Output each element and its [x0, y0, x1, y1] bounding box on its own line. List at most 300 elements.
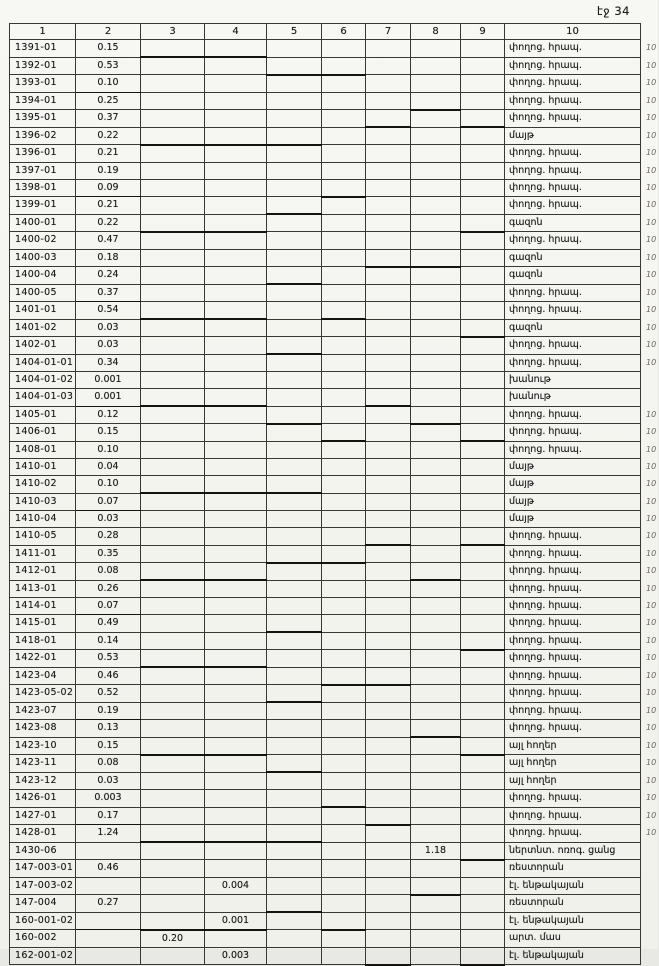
- margin-mark: 10: [646, 287, 657, 297]
- value-cell: [461, 615, 505, 633]
- value-cell: [205, 389, 267, 407]
- value-cell: [205, 406, 267, 424]
- value-cell: [411, 424, 461, 442]
- value-cell: [366, 92, 411, 110]
- table-row: [10, 790, 659, 808]
- land-use-cell: գազոն: [505, 319, 641, 337]
- margin-mark: [641, 877, 659, 895]
- land-use-cell: փողոց. հրապ.: [505, 40, 641, 58]
- margin-mark: 10: [646, 409, 657, 419]
- column-header: 4: [205, 24, 267, 40]
- value-cell: 0.03: [76, 772, 141, 790]
- table-row: [10, 214, 659, 232]
- value-cell: 0.03: [76, 511, 141, 528]
- value-cell: [366, 302, 411, 320]
- value-cell: [267, 580, 322, 598]
- margin-mark: 10: [646, 548, 657, 558]
- margin-mark: 10: [646, 322, 657, 332]
- table-row: [10, 632, 659, 650]
- value-cell: [141, 685, 205, 703]
- value-cell: [141, 267, 205, 285]
- value-cell: [205, 302, 267, 320]
- value-cell: 0.15: [76, 40, 141, 58]
- land-use-cell: փողոց. հրապ.: [505, 580, 641, 598]
- value-cell: [267, 476, 322, 494]
- parcel-code-cell: 1423-12: [10, 772, 76, 790]
- value-cell: 1.18: [411, 842, 461, 860]
- table-row: [10, 650, 659, 668]
- table-body: [10, 40, 659, 965]
- parcel-code-cell: 160-002: [10, 930, 76, 948]
- table-row: [10, 354, 659, 372]
- value-cell: [366, 249, 411, 267]
- value-cell: [141, 895, 205, 913]
- value-cell: [205, 249, 267, 267]
- value-cell: [366, 511, 411, 528]
- margin-mark: 10: [646, 705, 657, 715]
- land-use-cell: էլ. ենթակայան: [505, 877, 641, 895]
- margin-mark: 10: [646, 810, 657, 820]
- value-cell: [411, 319, 461, 337]
- table-row: [10, 249, 659, 267]
- value-cell: [411, 930, 461, 948]
- value-cell: [461, 110, 505, 128]
- value-cell: [322, 57, 366, 75]
- value-cell: [205, 110, 267, 128]
- value-cell: [322, 354, 366, 372]
- value-cell: [366, 702, 411, 720]
- parcel-code-cell: 1400-03: [10, 249, 76, 267]
- value-cell: [141, 476, 205, 494]
- land-use-cell: գազոն: [505, 249, 641, 267]
- land-use-cell: փողոց. հրապ.: [505, 528, 641, 546]
- value-cell: [411, 441, 461, 459]
- value-cell: [411, 162, 461, 179]
- land-use-cell: փողոց. հրապ.: [505, 75, 641, 93]
- parcel-code-cell: 1412-01: [10, 563, 76, 581]
- value-cell: [205, 930, 267, 948]
- value-cell: 0.53: [76, 57, 141, 75]
- value-cell: [461, 947, 505, 965]
- value-cell: [461, 284, 505, 302]
- table-row: [10, 912, 659, 930]
- value-cell: [141, 354, 205, 372]
- table-row: [10, 493, 659, 511]
- parcel-code-cell: 1396-01: [10, 145, 76, 163]
- column-header: 5: [267, 24, 322, 40]
- value-cell: 0.003: [76, 790, 141, 808]
- value-cell: [267, 110, 322, 128]
- value-cell: [366, 807, 411, 825]
- value-cell: [461, 127, 505, 145]
- value-cell: [267, 197, 322, 215]
- value-cell: 0.001: [76, 372, 141, 389]
- value-cell: [205, 459, 267, 476]
- value-cell: 0.001: [76, 389, 141, 407]
- value-cell: [205, 860, 267, 878]
- value-cell: [267, 232, 322, 250]
- value-cell: [366, 860, 411, 878]
- value-cell: [461, 476, 505, 494]
- table-row: [10, 424, 659, 442]
- value-cell: [205, 685, 267, 703]
- land-use-cell: փողոց. հրապ.: [505, 197, 641, 215]
- value-cell: [267, 563, 322, 581]
- value-cell: [461, 424, 505, 442]
- table-row: [10, 930, 659, 948]
- value-cell: [267, 895, 322, 913]
- land-use-cell: փողոց. հրապ.: [505, 110, 641, 128]
- table-row: [10, 877, 659, 895]
- value-cell: [322, 545, 366, 563]
- value-cell: [366, 563, 411, 581]
- land-use-cell: մայթ: [505, 459, 641, 476]
- value-cell: [411, 75, 461, 93]
- value-cell: [411, 127, 461, 145]
- value-cell: [366, 842, 411, 860]
- table-row: [10, 179, 659, 197]
- value-cell: [141, 807, 205, 825]
- value-cell: [411, 197, 461, 215]
- value-cell: [205, 632, 267, 650]
- value-cell: [322, 755, 366, 773]
- table-row: [10, 615, 659, 633]
- parcel-code-cell: 1423-08: [10, 720, 76, 738]
- land-use-cell: մայթ: [505, 511, 641, 528]
- parcel-code-cell: 1423-11: [10, 755, 76, 773]
- table-row: [10, 842, 659, 860]
- value-cell: [366, 528, 411, 546]
- value-cell: [322, 197, 366, 215]
- value-cell: [267, 772, 322, 790]
- value-cell: [366, 685, 411, 703]
- value-cell: [461, 75, 505, 93]
- value-cell: 0.07: [76, 598, 141, 615]
- value-cell: 0.07: [76, 493, 141, 511]
- value-cell: [205, 528, 267, 546]
- value-cell: [141, 441, 205, 459]
- parcel-code-cell: 1415-01: [10, 615, 76, 633]
- land-use-cell: փողոց. հրապ.: [505, 232, 641, 250]
- value-cell: [322, 110, 366, 128]
- value-cell: [366, 354, 411, 372]
- margin-mark: 10: [646, 95, 657, 105]
- value-cell: 0.25: [76, 92, 141, 110]
- value-cell: [322, 127, 366, 145]
- table-row: [10, 563, 659, 581]
- value-cell: [366, 947, 411, 965]
- margin-mark: 10: [646, 270, 657, 280]
- margin-mark: 10: [646, 462, 657, 471]
- value-cell: [141, 249, 205, 267]
- value-cell: [141, 179, 205, 197]
- table-row: [10, 110, 659, 128]
- value-cell: [366, 650, 411, 668]
- table-row: [10, 75, 659, 93]
- value-cell: [141, 650, 205, 668]
- value-cell: [322, 319, 366, 337]
- value-cell: [205, 145, 267, 163]
- value-cell: [322, 877, 366, 895]
- value-cell: [141, 284, 205, 302]
- land-use-cell: այլ հողեր: [505, 772, 641, 790]
- parcel-table: [9, 23, 659, 966]
- land-use-cell: ռեստորան: [505, 895, 641, 913]
- value-cell: [141, 145, 205, 163]
- margin-mark: 10: [646, 235, 657, 245]
- value-cell: [411, 755, 461, 773]
- value-cell: [205, 424, 267, 442]
- value-cell: [322, 232, 366, 250]
- value-cell: [141, 912, 205, 930]
- value-cell: 0.08: [76, 755, 141, 773]
- parcel-code-cell: 147-003-01: [10, 860, 76, 878]
- parcel-code-cell: 1395-01: [10, 110, 76, 128]
- value-cell: 0.004: [205, 877, 267, 895]
- value-cell: [267, 424, 322, 442]
- land-use-cell: փողոց. հրապ.: [505, 790, 641, 808]
- value-cell: [322, 75, 366, 93]
- parcel-code-cell: 1423-10: [10, 737, 76, 755]
- value-cell: [366, 895, 411, 913]
- value-cell: [205, 127, 267, 145]
- value-cell: [366, 930, 411, 948]
- value-cell: [411, 372, 461, 389]
- value-cell: [205, 807, 267, 825]
- value-cell: [267, 162, 322, 179]
- table-row: [10, 197, 659, 215]
- value-cell: [205, 755, 267, 773]
- value-cell: [366, 772, 411, 790]
- value-cell: [76, 947, 141, 965]
- margin-mark: 10: [646, 60, 657, 70]
- table-row: [10, 702, 659, 720]
- parcel-code-cell: 1400-02: [10, 232, 76, 250]
- parcel-code-cell: 1396-02: [10, 127, 76, 145]
- land-use-cell: արտ. մաս: [505, 930, 641, 948]
- value-cell: [141, 110, 205, 128]
- value-cell: 0.28: [76, 528, 141, 546]
- value-cell: [205, 842, 267, 860]
- parcel-code-cell: 1423-05-02: [10, 685, 76, 703]
- value-cell: 0.46: [76, 667, 141, 685]
- land-use-cell: փողոց. հրապ.: [505, 825, 641, 843]
- value-cell: [267, 685, 322, 703]
- land-use-cell: փողոց. հրապ.: [505, 284, 641, 302]
- land-use-cell: փողոց. հրապ.: [505, 702, 641, 720]
- value-cell: [322, 650, 366, 668]
- value-cell: [461, 772, 505, 790]
- table-row: [10, 598, 659, 615]
- value-cell: [322, 406, 366, 424]
- parcel-code-cell: 1430-06: [10, 842, 76, 860]
- parcel-code-cell: 1414-01: [10, 598, 76, 615]
- parcel-code-cell: 1410-02: [10, 476, 76, 494]
- margin-mark: 10: [646, 479, 657, 489]
- value-cell: 0.18: [76, 249, 141, 267]
- value-cell: [267, 877, 322, 895]
- value-cell: 0.24: [76, 267, 141, 285]
- margin-mark: 10: [646, 182, 657, 192]
- value-cell: [322, 337, 366, 355]
- margin-mark: [641, 372, 659, 389]
- land-use-cell: փողոց. հրապ.: [505, 685, 641, 703]
- value-cell: [411, 406, 461, 424]
- value-cell: [205, 702, 267, 720]
- value-cell: [205, 162, 267, 179]
- column-header: 2: [76, 24, 141, 40]
- value-cell: [322, 424, 366, 442]
- value-cell: [322, 563, 366, 581]
- value-cell: [267, 284, 322, 302]
- value-cell: [366, 162, 411, 179]
- value-cell: [322, 179, 366, 197]
- value-cell: 1.24: [76, 825, 141, 843]
- margin-mark: 10: [646, 583, 657, 593]
- value-cell: [461, 57, 505, 75]
- parcel-code-cell: 1391-01: [10, 40, 76, 58]
- value-cell: [205, 825, 267, 843]
- value-cell: [322, 249, 366, 267]
- value-cell: [461, 214, 505, 232]
- margin-mark: 10: [646, 618, 657, 628]
- parcel-code-cell: 1394-01: [10, 92, 76, 110]
- value-cell: [461, 598, 505, 615]
- parcel-code-cell: 1400-04: [10, 267, 76, 285]
- value-cell: [322, 685, 366, 703]
- value-cell: [366, 912, 411, 930]
- value-cell: [141, 319, 205, 337]
- value-cell: [205, 179, 267, 197]
- value-cell: [411, 249, 461, 267]
- value-cell: [461, 790, 505, 808]
- value-cell: [205, 545, 267, 563]
- land-use-cell: այլ հողեր: [505, 755, 641, 773]
- value-cell: [322, 493, 366, 511]
- margin-spacer: [641, 24, 659, 40]
- value-cell: [141, 667, 205, 685]
- value-cell: [411, 267, 461, 285]
- value-cell: [141, 40, 205, 58]
- parcel-code-cell: 1423-07: [10, 702, 76, 720]
- value-cell: [141, 737, 205, 755]
- margin-mark: 10: [646, 566, 657, 576]
- value-cell: [205, 563, 267, 581]
- value-cell: [322, 947, 366, 965]
- value-cell: [205, 511, 267, 528]
- value-cell: [322, 511, 366, 528]
- value-cell: [205, 284, 267, 302]
- value-cell: [267, 825, 322, 843]
- parcel-code-cell: 1393-01: [10, 75, 76, 93]
- value-cell: [461, 807, 505, 825]
- land-use-cell: փողոց. հրապ.: [505, 162, 641, 179]
- margin-mark: 10: [646, 601, 657, 610]
- value-cell: [411, 632, 461, 650]
- value-cell: [322, 615, 366, 633]
- value-cell: [366, 145, 411, 163]
- value-cell: [267, 75, 322, 93]
- value-cell: [141, 302, 205, 320]
- value-cell: 0.20: [141, 930, 205, 948]
- value-cell: [205, 476, 267, 494]
- value-cell: [205, 214, 267, 232]
- value-cell: [461, 389, 505, 407]
- table-row: [10, 372, 659, 389]
- table-row: [10, 772, 659, 790]
- table-row: [10, 667, 659, 685]
- value-cell: [461, 737, 505, 755]
- value-cell: [205, 772, 267, 790]
- margin-mark: 10: [646, 653, 657, 663]
- margin-mark: 10: [646, 758, 657, 768]
- land-use-cell: փողոց. հրապ.: [505, 720, 641, 738]
- margin-mark: [641, 895, 659, 913]
- value-cell: [76, 877, 141, 895]
- value-cell: [205, 354, 267, 372]
- value-cell: [366, 825, 411, 843]
- land-use-cell: էլ. ենթակայան: [505, 947, 641, 965]
- parcel-code-cell: 1428-01: [10, 825, 76, 843]
- margin-mark: [641, 842, 659, 860]
- value-cell: [461, 632, 505, 650]
- value-cell: [267, 528, 322, 546]
- parcel-code-cell: 1411-01: [10, 545, 76, 563]
- parcel-code-cell: 1404-01-02: [10, 372, 76, 389]
- table-row: [10, 807, 659, 825]
- land-use-cell: մայթ: [505, 476, 641, 494]
- value-cell: [141, 232, 205, 250]
- value-cell: [205, 40, 267, 58]
- value-cell: [205, 441, 267, 459]
- value-cell: [366, 755, 411, 773]
- value-cell: [411, 895, 461, 913]
- value-cell: [267, 267, 322, 285]
- value-cell: [267, 545, 322, 563]
- land-use-cell: փողոց. հրապ.: [505, 179, 641, 197]
- value-cell: [366, 598, 411, 615]
- table-row: [10, 685, 659, 703]
- value-cell: [205, 598, 267, 615]
- margin-mark: 10: [646, 793, 657, 803]
- table-row: [10, 127, 659, 145]
- value-cell: [461, 877, 505, 895]
- value-cell: [267, 807, 322, 825]
- margin-mark: [641, 930, 659, 948]
- value-cell: [205, 580, 267, 598]
- value-cell: [322, 825, 366, 843]
- value-cell: [461, 441, 505, 459]
- value-cell: [267, 755, 322, 773]
- parcel-code-cell: 1406-01: [10, 424, 76, 442]
- value-cell: [267, 389, 322, 407]
- value-cell: [205, 197, 267, 215]
- value-cell: [267, 737, 322, 755]
- value-cell: [461, 354, 505, 372]
- value-cell: [141, 493, 205, 511]
- value-cell: [205, 615, 267, 633]
- value-cell: [411, 772, 461, 790]
- value-cell: [366, 493, 411, 511]
- table-row: [10, 825, 659, 843]
- value-cell: [141, 528, 205, 546]
- land-use-cell: խանութ: [505, 389, 641, 407]
- value-cell: 0.10: [76, 441, 141, 459]
- value-cell: [205, 737, 267, 755]
- value-cell: [366, 127, 411, 145]
- margin-mark: 10: [646, 740, 657, 750]
- parcel-code-cell: 1402-01: [10, 337, 76, 355]
